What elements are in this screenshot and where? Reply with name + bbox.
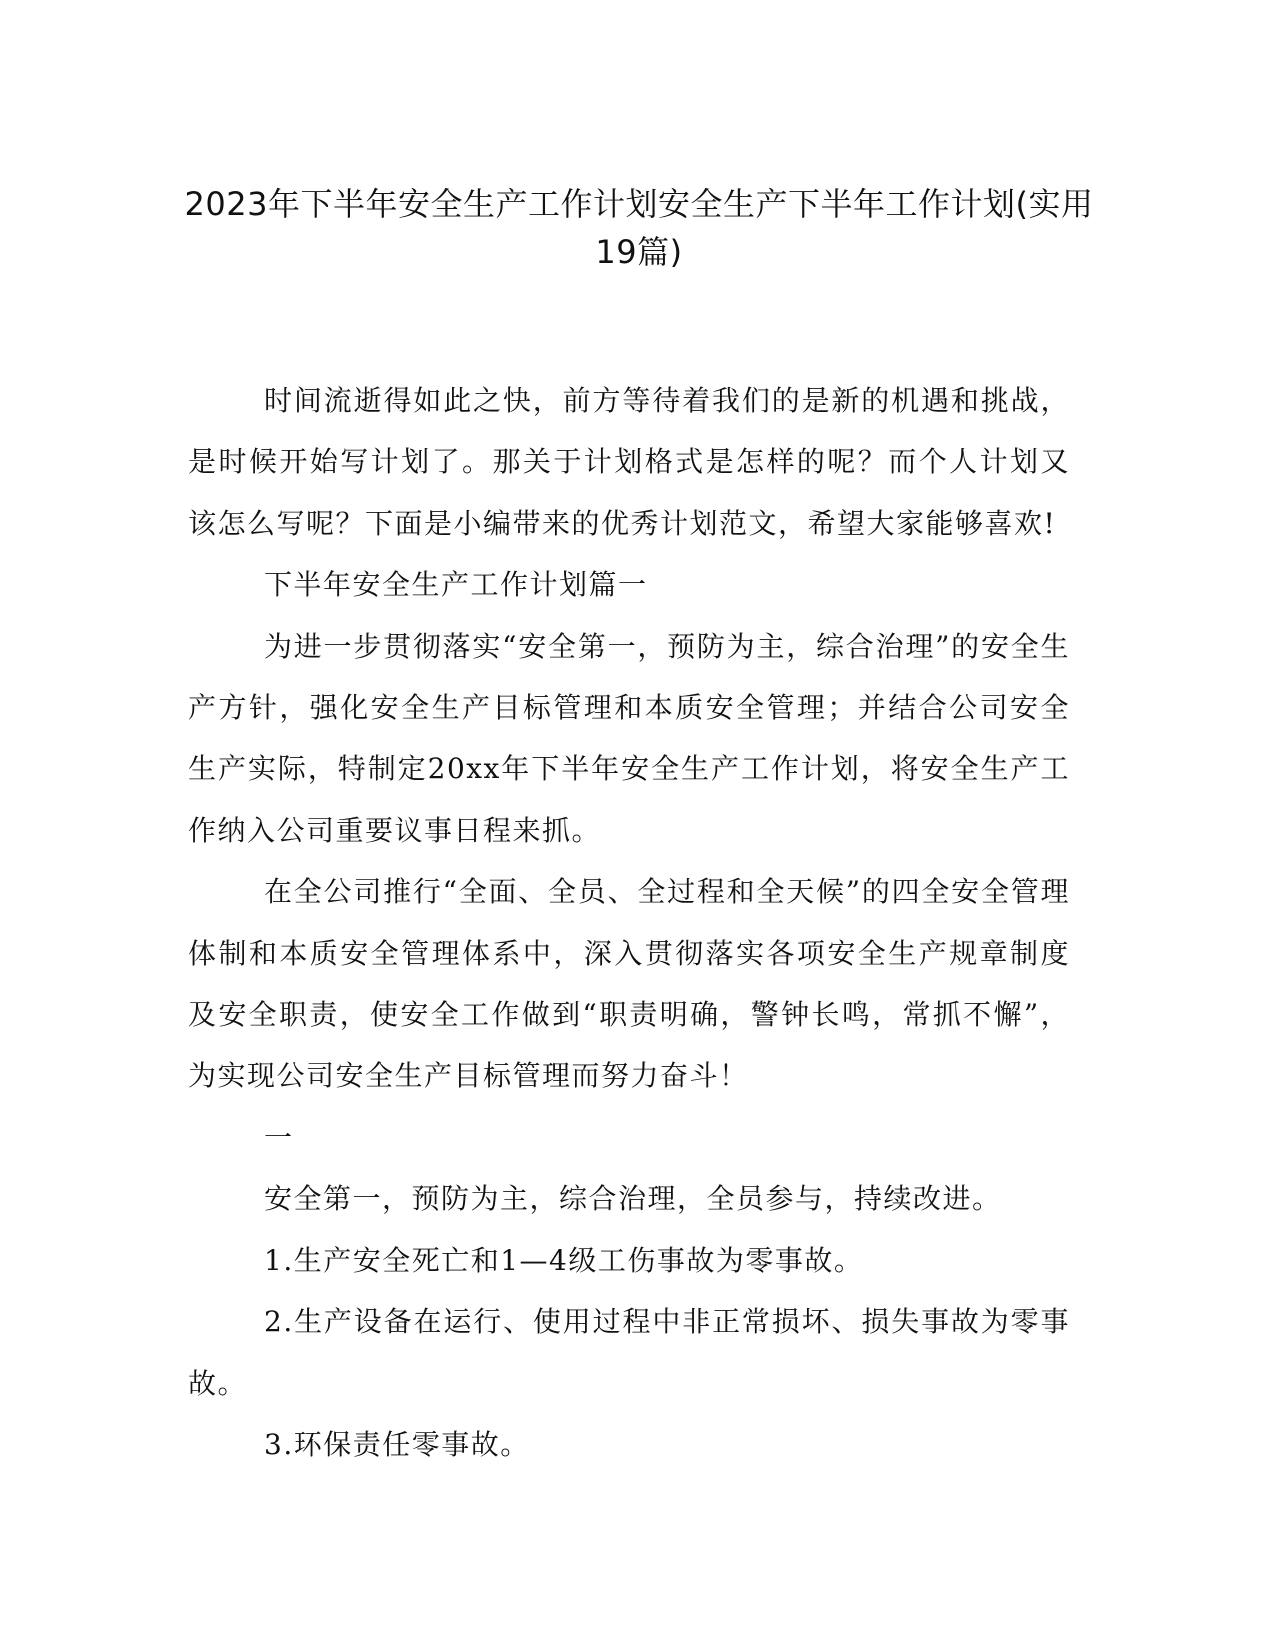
section-heading: 下半年安全生产工作计划篇一: [264, 568, 648, 602]
document-title: 2023年下半年安全生产工作计划安全生产下半年工作计划(实用19篇): [184, 185, 1094, 271]
list-item: 2.生产设备在运行、使用过程中非正常损坏、损失事故为零事故。: [188, 1305, 1070, 1400]
body-paragraph: 安全第一，预防为主，综合治理，全员参与，持续改进。: [264, 1182, 1002, 1216]
list-item: 1.生产安全死亡和1—4级工伤事故为零事故。: [264, 1243, 864, 1277]
section-number: 一: [264, 1120, 294, 1154]
intro-paragraph: 时间流逝得如此之快，前方等待着我们的是新的机遇和挑战，是时候开始写计划了。那关于计划格式是怎样的呢？而个人计划又该怎么写呢？下面是小编带来的优秀计划范文，希望大家能够喜欢!: [188, 384, 1070, 540]
list-item: 3.环保责任零事故。: [264, 1427, 530, 1461]
document-body: [188, 370, 1070, 1475]
body-paragraph: 在全公司推行“全面、全员、全过程和全天候”的四全安全管理体制和本质安全管理体系中，深入贯彻落实各项安全生产规章制度及安全职责，使安全工作做到“职责明确，警钟长鸣，常抓不懈”，为实现公司安全生产目标管理而努力奋斗！: [188, 875, 1070, 1093]
body-paragraph: 为进一步贯彻落实“安全第一，预防为主，综合治理”的安全生产方针，强化安全生产目标管理和本质安全管理；并结合公司安全生产实际，特制定20xx年下半年安全生产工作计划，将安全生产工作纳入公司重要议事日程来抓。: [188, 629, 1070, 847]
